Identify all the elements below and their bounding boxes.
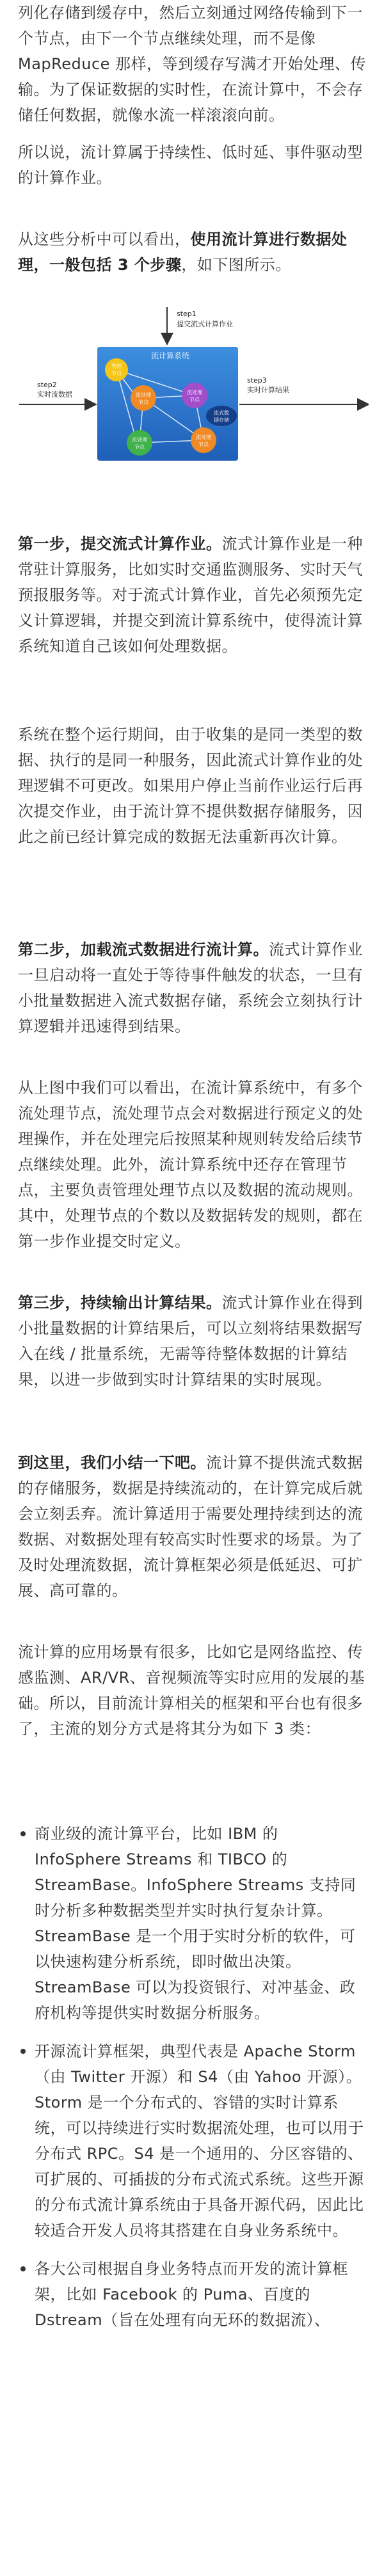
stream-node-3-line1: 流处理 [132,437,147,443]
stream-storage-line2: 据存储 [214,417,229,423]
paragraph-10: 流计算的应用场景有很多，比如它是网络监控、传感监测、AR/VR、音视频流等实时应用的发展的基础。所以，目前流计算相关的框架和平台也有很多了，主流的划分方式是将其分为如下 3 类： [18,1643,365,1738]
step3-heading: 第三步，持续输出计算结果。 [18,1294,222,1312]
step2-label: 实时流数据 [37,390,72,399]
manager-node [105,358,128,381]
step2-text: 流式计算作业一旦启动将一直处于等待事件触发的状态，一旦有小批量数据进入流式数据存储，系统会立刻执行计算逻辑并迅速得到结果。 [18,941,363,1035]
list-item: 开源流计算框架，典型代表是 Apache Storm（由 Twitter 开源）和 S4（由 Yahoo 开源）。Storm 是一个分布式的、容错的实时计算系统，可以持续进行实时数据流处理，也可以用于分布式 RPC。S4 是一个通用的、分区容错的、可扩展的、可插拔的分布式流式系统。这些开源的分布式流计算系统由于具备开源代码，因此比较适合开发人员将其搭建在自身业务系统中。 [35,2039,369,2243]
step2-title: step2 [37,381,57,389]
step1-label: 提交流式计算作业 [177,320,233,328]
stream-node-green [127,430,152,456]
step1-text: 流式计算作业是一种常驻计算服务，比如实时交通监测服务、实时天气预报服务等。对于流式计算作业，首先必须预先定义计算逻辑，并提交到流计算系统中，使得流计算系统知道自己该如何处理数据。 [18,535,363,655]
step3-title: step3 [247,376,267,385]
step2-heading: 第二步，加载流式数据进行流计算。 [18,941,269,958]
stream-processing-diagram [18,301,369,493]
paragraph-summary [18,1450,369,1603]
summary-text: 流计算不提供流式数据的存储服务，数据是持续流动的，在计算完成后就会立刻丢弃。流计算适用于需要处理持续到达的流数据、对数据处理有较高实时性要求的场景。为了及时处理流数据，流计算框架必须是低延迟、可扩展、高可靠的。 [18,1454,363,1600]
stream-node-4-line1: 流处理 [196,434,211,440]
paragraph-step3 [18,1290,369,1392]
stream-node-orange-2 [191,427,216,453]
paragraph-3-pre: 从这些分析中可以看出， [18,230,191,248]
stream-node-orange-1 [131,385,156,411]
summary-heading: 到这里，我们小结一下吧。 [18,1454,206,1472]
step1-title: step1 [177,310,196,318]
stream-node-2-line2: 节点 [189,397,200,402]
step3-text: 流式计算作业在得到小批量数据的计算结果后，可以立刻将结果数据写入在线 / 批量系统，无需等待整体数据的计算结果，以进一步做到实时计算结果的实时展现。 [18,1294,363,1388]
paragraph-3 [18,227,369,278]
paragraph-3-post: ，如下图所示。 [181,256,291,274]
step1-heading: 第一步，提交流式计算作业。 [18,535,222,553]
paragraph-step1 [18,531,369,659]
paragraph-step2 [18,937,369,1039]
stream-storage-ellipse [206,406,237,426]
step3-label: 实时计算结果 [247,386,289,394]
list-item: 各大公司根据自身业务特点而开发的流计算框架，比如 Facebook 的 Puma、百度的 Dstream（旨在处理有向无环的数据流）、 [35,2256,369,2333]
stream-storage-line1: 流式数 [214,410,229,416]
paragraph-3-bold: 使用流计算进行数据处理，一般包括 3 个步骤 [18,230,348,274]
list-item: 商业级的流计算平台，比如 IBM 的 InfoSphere Streams 和 TIBCO 的 StreamBase。InfoSphere Streams 支持同时分析多种数据类型并实时执行复杂计算。StreamBase 是一个用于实时分析的软件，可以快速构建分析系统，即时做出决策。StreamBase 可以为投资银行、对冲基金、政府机构等提供实时数据分析服务。 [35,1821,369,2026]
paragraph-5: 系统在整个运行期间，由于收集的是同一类型的数据、执行的是同一种服务，因此流式计算作业的处理逻辑不可更改。如果用户停止当前作业运行后再次提交作业，由于流计算不提供数据存储服务，因此之前已经计算完成的数据无法重新再次计算。 [18,726,363,846]
stream-node-1-line1: 流处理 [136,392,151,398]
stream-node-2-line1: 流处理 [187,390,202,395]
stream-system-label: 流计算系统 [151,351,190,360]
manager-node-line2: 节点 [111,370,122,376]
paragraph-1: 列化存储到缓存中，然后立刻通过网络传输到下一个节点，由下一个节点继续处理，而不是像 MapReduce 那样，等到缓存写满才开始处理、传输。为了保证数据的实时性，在流计算中，不会存储任何数据，就像水流一样滚滚向前。 [18,4,367,124]
stream-node-1-line2: 节点 [138,399,148,405]
stream-node-purple [182,383,207,408]
framework-list [18,1821,369,2333]
manager-node-line1: 管理 [111,363,122,369]
stream-node-3-line2: 节点 [134,444,145,450]
stream-node-4-line2: 节点 [198,441,209,447]
paragraph-2: 所以说，流计算属于持续性、低时延、事件驱动型的计算作业。 [18,143,363,187]
paragraph-7: 从上图中我们可以看出，在流计算系统中，有多个流处理节点，流处理节点会对数据进行预定义的处理操作，并在处理完后按照某种规则转发给后续节点继续处理。此外，流计算系统中还存在管理节点，主要负责管理处理节点以及数据的流动规则。其中，处理节点的个数以及数据转发的规则，都在第一步作业提交时定义。 [18,1079,363,1250]
